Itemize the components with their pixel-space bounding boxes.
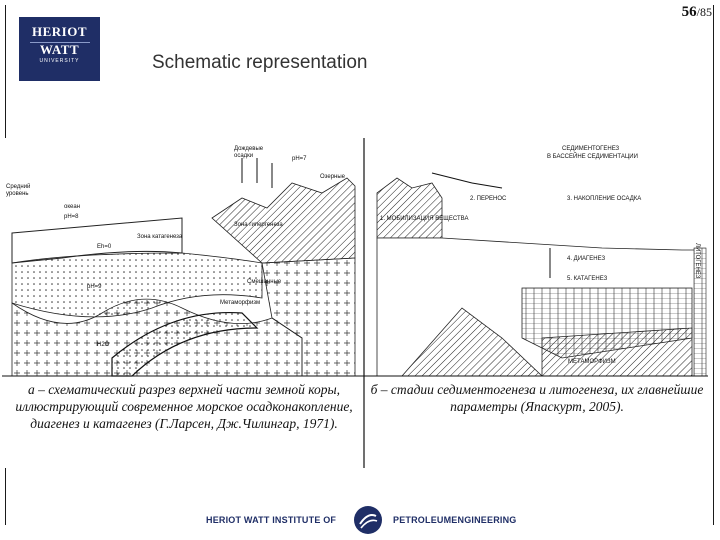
svg-text:H2O: H2O [97, 342, 110, 348]
footer [0, 500, 720, 540]
svg-text:Озерные: Озерные [320, 174, 345, 180]
svg-text:pH=7: pH=7 [292, 156, 307, 162]
svg-text:Eh=0: Eh=0 [97, 244, 112, 250]
footer-left-text: HERIOT WATT INSTITUTE OF [206, 515, 337, 525]
svg-text:Дождевые: Дождевые [234, 146, 264, 152]
university-logo [19, 17, 100, 81]
svg-text:МЕТАМОРФИЗМ: МЕТАМОРФИЗМ [568, 359, 616, 365]
svg-text:Зона катагенеза: Зона катагенеза [137, 234, 183, 240]
svg-text:Смешанные: Смешанные [247, 279, 282, 285]
page-total: /85 [696, 5, 712, 19]
svg-text:2. ПЕРЕНОС: 2. ПЕРЕНОС [470, 196, 507, 202]
svg-text:3. НАКОПЛЕНИЕ ОСАДКА: 3. НАКОПЛЕНИЕ ОСАДКА [567, 196, 642, 202]
logo-line-2: WATT [39, 42, 80, 57]
logo-line-1: HERIOT [31, 24, 87, 39]
footer-right-text: PETROLEUMENGINEERING [393, 515, 517, 525]
svg-text:4. ДИАГЕНЕЗ: 4. ДИАГЕНЕЗ [567, 256, 606, 262]
page-number [682, 4, 712, 21]
page-title: Schematic representation [152, 52, 368, 73]
svg-text:Зона гипергенеза: Зона гипергенеза [234, 222, 283, 228]
svg-text:уровень: уровень [6, 191, 29, 197]
right-border [713, 5, 714, 525]
logo-line-3: UNIVERSITY [39, 58, 80, 64]
svg-text:СЕДИМЕНТОГЕНЕЗ: СЕДИМЕНТОГЕНЕЗ [562, 146, 620, 152]
svg-text:ЛИТОГЕНЕЗ: ЛИТОГЕНЕЗ [694, 243, 700, 279]
institute-emblem-icon [352, 504, 384, 536]
svg-text:1. МОБИЛИЗАЦИЯ ВЕЩЕСТВА: 1. МОБИЛИЗАЦИЯ ВЕЩЕСТВА [380, 216, 469, 222]
svg-text:Метаморфизм: Метаморфизм [220, 300, 261, 306]
page-current: 56 [681, 4, 697, 20]
svg-text:осадки: осадки [234, 153, 254, 159]
svg-text:Средний: Средний [6, 184, 31, 190]
svg-text:pH=9: pH=9 [87, 284, 102, 290]
svg-text:pH=8: pH=8 [64, 214, 79, 220]
caption-a: а – схематический разрез верхней части земной коры, иллюстрирующий современное морское осадконакопление, диагенез и катагенез (Г.Ларсен, Дж.Чилингар, 1971). [15, 382, 353, 431]
source-area [377, 178, 442, 238]
svg-text:5. КАТАГЕНЕЗ: 5. КАТАГЕНЕЗ [567, 276, 608, 282]
svg-text:океан: океан [64, 204, 81, 210]
svg-text:В БАССЕЙНЕ СЕДИМЕНТАЦИИ: В БАССЕЙНЕ СЕДИМЕНТАЦИИ [547, 154, 638, 160]
caption-b: б – стадии седиментогенеза и литогенеза, их главнейшие параметры (Япаскурт, 2005). [370, 382, 704, 414]
